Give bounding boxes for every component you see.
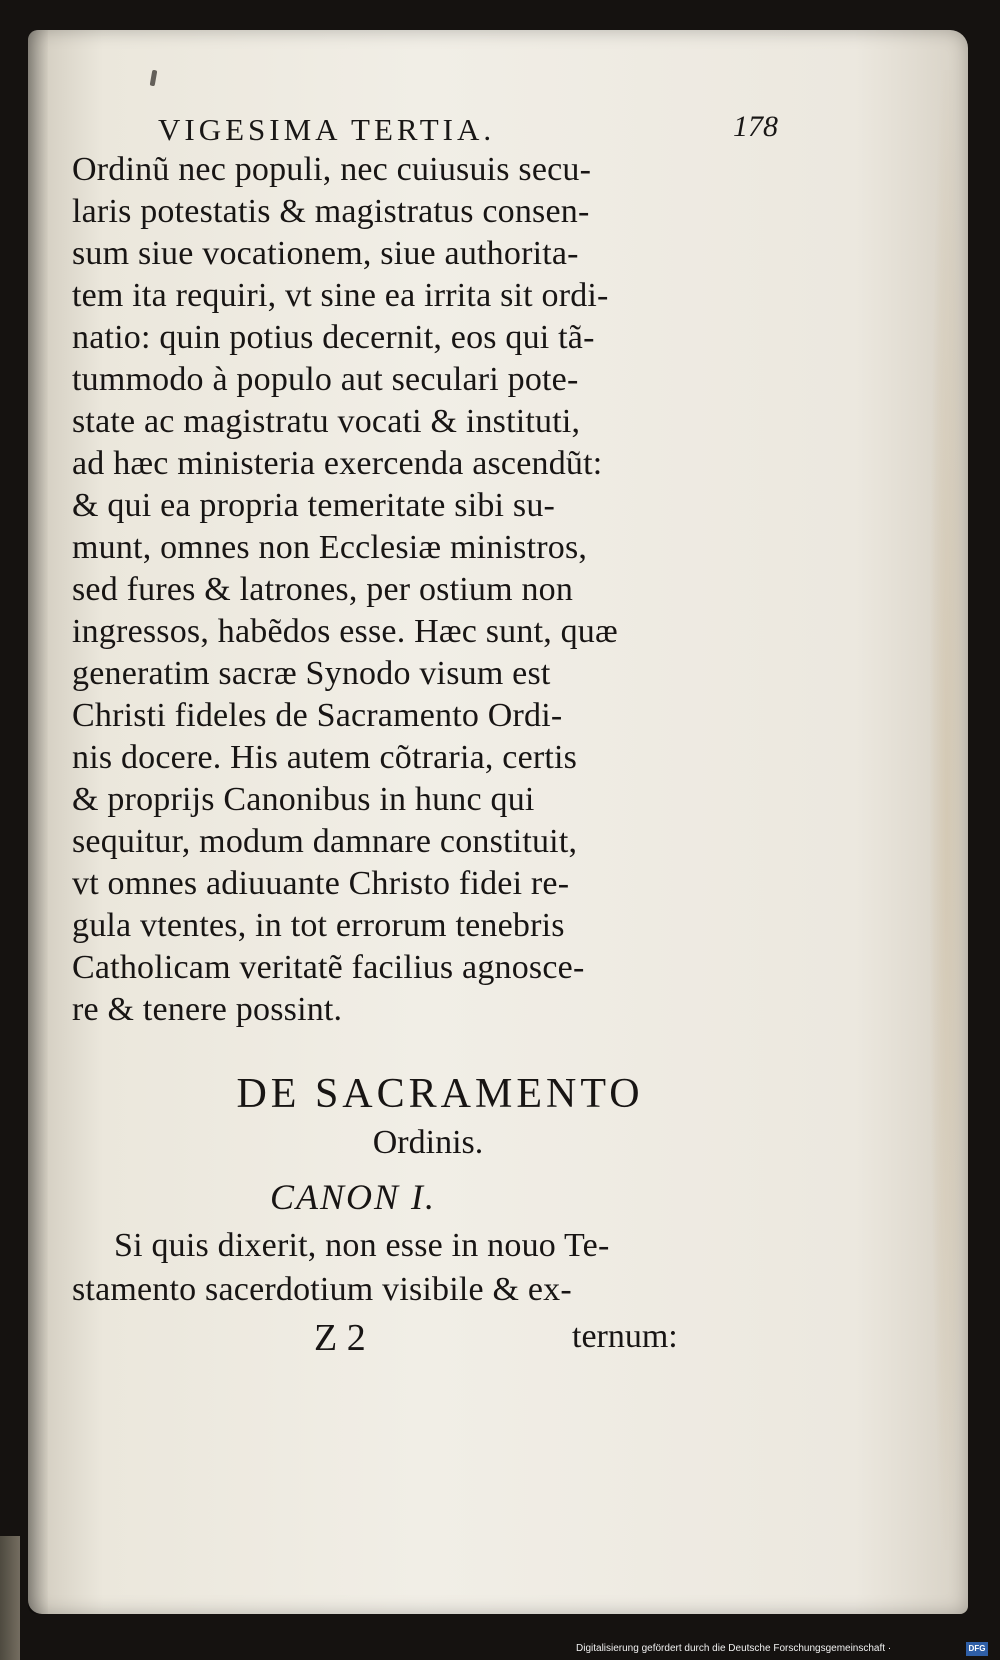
page-header bbox=[158, 110, 778, 147]
canon-line: stamento sacerdotium visibile & ex- bbox=[72, 1271, 572, 1308]
catchword: ternum: bbox=[572, 1318, 678, 1355]
canon-line: Si quis dixerit, non esse in nouo Te- bbox=[114, 1227, 610, 1264]
page-number: 178 bbox=[733, 110, 778, 143]
body-line: ad hæc ministeria exercenda ascendũt: bbox=[72, 445, 603, 482]
page-gutter bbox=[28, 30, 48, 1614]
body-line: natio: quin potius decernit, eos qui tã- bbox=[72, 319, 595, 356]
body-line: generatim sacræ Synodo visum est bbox=[72, 655, 551, 692]
credit-text: Digitalisierung gefördert durch die Deutsche Forschungsgemeinschaft · bbox=[576, 1643, 892, 1654]
digitization-credit bbox=[576, 1642, 988, 1656]
body-line: Ordinũ nec populi, nec cuiusuis secu- bbox=[72, 151, 592, 188]
body-line: tummodo à populo aut seculari pote- bbox=[72, 361, 579, 398]
body-line: sed fures & latrones, per ostium non bbox=[72, 571, 574, 608]
body-line: ingressos, habẽdos esse. Hæc sunt, quæ bbox=[72, 613, 618, 650]
body-line: Catholicam veritatẽ facilius agnosce- bbox=[72, 949, 585, 986]
page-stain bbox=[930, 70, 964, 1550]
body-line: munt, omnes non Ecclesiæ ministros, bbox=[72, 529, 588, 566]
body-line: re & tenere possint. bbox=[72, 991, 343, 1028]
dfg-logo: DFG bbox=[966, 1642, 988, 1656]
body-line: tem ita requiri, vt sine ea irrita sit ordi- bbox=[72, 277, 609, 314]
signature-mark: Z 2 bbox=[314, 1317, 366, 1359]
book-spine bbox=[0, 1536, 20, 1660]
body-line: laris potestatis & magistratus consen- bbox=[72, 193, 590, 230]
body-line: vt omnes adiuuante Christo fidei re- bbox=[72, 865, 570, 902]
section-title: DE SACRAMENTO bbox=[236, 1071, 644, 1117]
body-line: gula vtentes, in tot errorum tenebris bbox=[72, 907, 565, 944]
body-line: & proprijs Canonibus in hunc qui bbox=[72, 781, 535, 818]
canon-heading: CANON I. bbox=[270, 1177, 437, 1217]
body-line: sequitur, modum damnare constituit, bbox=[72, 823, 578, 860]
body-line: nis docere. His autem cõtraria, certis bbox=[72, 739, 578, 776]
body-line: sum siue vocationem, siue authorita- bbox=[72, 235, 579, 272]
section-subtitle: Ordinis. bbox=[372, 1124, 484, 1161]
running-head: VIGESIMA TERTIA. bbox=[158, 112, 496, 147]
body-line: state ac magistratu vocati & instituti, bbox=[72, 403, 581, 440]
body-line: & qui ea propria temeritate sibi su- bbox=[72, 487, 556, 524]
body-line: Christi fideles de Sacramento Ordi- bbox=[72, 697, 563, 734]
